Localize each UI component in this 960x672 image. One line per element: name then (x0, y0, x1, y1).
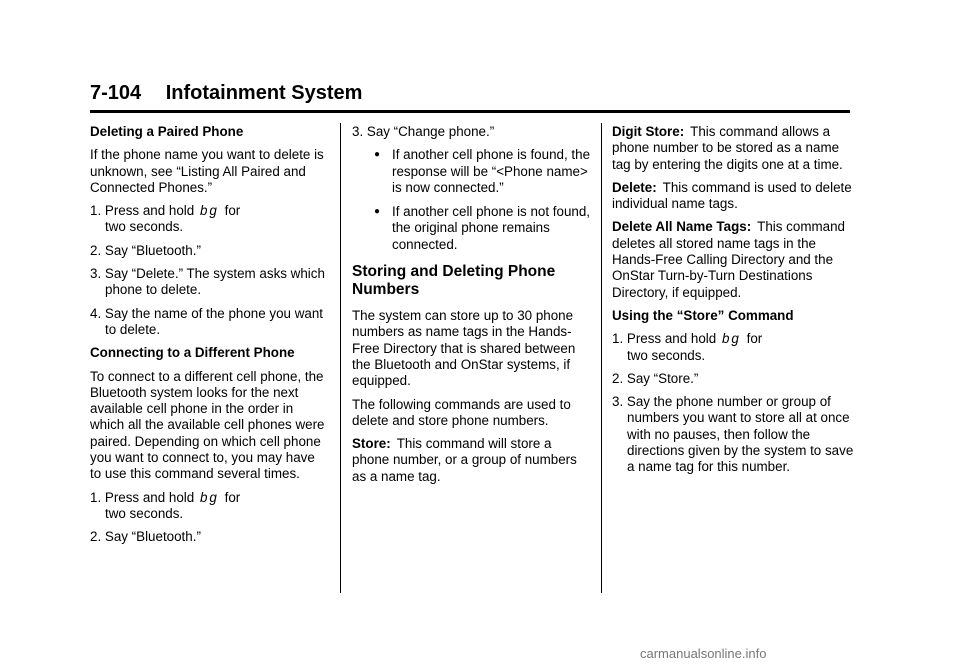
step-text: 1. Press and hold (90, 489, 195, 505)
paragraph-unknown-name: If the phone name you want to delete is unknown, see “Listing All Paired and Connected Phones.” (90, 147, 324, 195)
bullet-text: If another cell phone is not found, the original phone remains connected. (392, 204, 591, 252)
step-say-bluetooth: 2. Say “Bluetooth.” (90, 529, 201, 545)
heading-deleting-paired-phone: Deleting a Paired Phone (90, 124, 244, 139)
step-text: 1. Press and hold (90, 203, 195, 219)
column-divider-1 (340, 123, 341, 593)
definition-text: This command allows a phone number to be stored as a name tag by entering the digits one at a time. (612, 124, 843, 172)
page-number: 7-104 (90, 82, 142, 104)
step-text: two seconds. (627, 347, 706, 363)
heading-storing-deleting: Storing and Deleting Phone Numbers (352, 263, 556, 299)
step-press-hold (90, 490, 328, 523)
section-title: Infotainment System (165, 82, 363, 104)
definition-delete-all (612, 219, 856, 300)
column-1 (90, 124, 328, 553)
heading-using-store: Using the “Store” Command (612, 307, 794, 323)
step-text: two seconds. (105, 505, 184, 521)
step-text: for (224, 489, 241, 505)
page-header (90, 80, 850, 113)
phone-voice-icon: bg (721, 331, 741, 347)
bullet-icon: ● (374, 149, 381, 161)
term-digit-store: Digit Store: (612, 124, 685, 139)
definition-delete (612, 180, 856, 213)
paragraph-connect: To connect to a different cell phone, the Bluetooth system looks for the next available cell phone in the order in which all the available cell phones were paired. Depending on which cell phone you want to connect to, you may have to use this command several times. (90, 368, 325, 482)
paragraph-store-capacity: The system can store up to 30 phone numbers as name tags in the Hands-Free Directory that is shared between the Bluetooth and OnStar systems, if equipped. (352, 308, 576, 389)
definition-text: This command is used to delete individual name tags. (612, 179, 852, 212)
phone-voice-icon: bg (199, 489, 219, 505)
step-text: for (746, 331, 763, 347)
term-delete-all: Delete All Name Tags: (612, 219, 752, 235)
step-say-change-phone: 3. Say “Change phone.” (352, 124, 495, 139)
bullet-text: If another cell phone is found, the response will be “<Phone name> is now connected.” (392, 147, 591, 195)
definition-store (352, 436, 592, 485)
column-2 (352, 124, 592, 492)
phone-voice-icon: bg (199, 203, 219, 219)
step-say-bluetooth: 2. Say “Bluetooth.” (90, 242, 201, 258)
step-say-store: 2. Say “Store.” (612, 370, 699, 386)
step-text: 1. Press and hold (612, 331, 717, 347)
term-store: Store: (352, 436, 391, 452)
step-press-hold (90, 203, 328, 236)
column-divider-2 (601, 123, 602, 593)
column-3 (612, 124, 856, 483)
step-say-delete: 3. Say “Delete.” The system asks which phone to delete. (90, 266, 325, 298)
step-text: two seconds. (105, 219, 184, 235)
paragraph-commands: The following commands are used to delete and store phone numbers. (352, 396, 571, 428)
heading-connecting-different-phone: Connecting to a Different Phone (90, 345, 295, 361)
term-delete: Delete: (612, 179, 657, 195)
bullet-item (352, 147, 592, 196)
step-text: for (224, 203, 241, 219)
definition-digit-store (612, 124, 856, 173)
watermark: carmanualsonline.info (640, 646, 767, 661)
bullet-list (352, 147, 592, 253)
bullet-item (352, 204, 592, 253)
bullet-icon: ● (374, 206, 381, 218)
step-say-number: 3. Say the phone number or group of numbers you want to store all at once with no pauses, then follow the directions given by the system to save a name tag for this number. (612, 394, 854, 475)
definition-text: This command deletes all stored name tags in the Hands-Free Calling Directory and the OnStar Turn-by-Turn Destinations Directory, if equipped. (612, 219, 845, 300)
step-say-name: 4. Say the name of the phone you want to delete. (90, 305, 324, 337)
step-press-hold (612, 331, 856, 364)
definition-text: This command will store a phone number, or a group of numbers as a name tag. (352, 436, 577, 484)
